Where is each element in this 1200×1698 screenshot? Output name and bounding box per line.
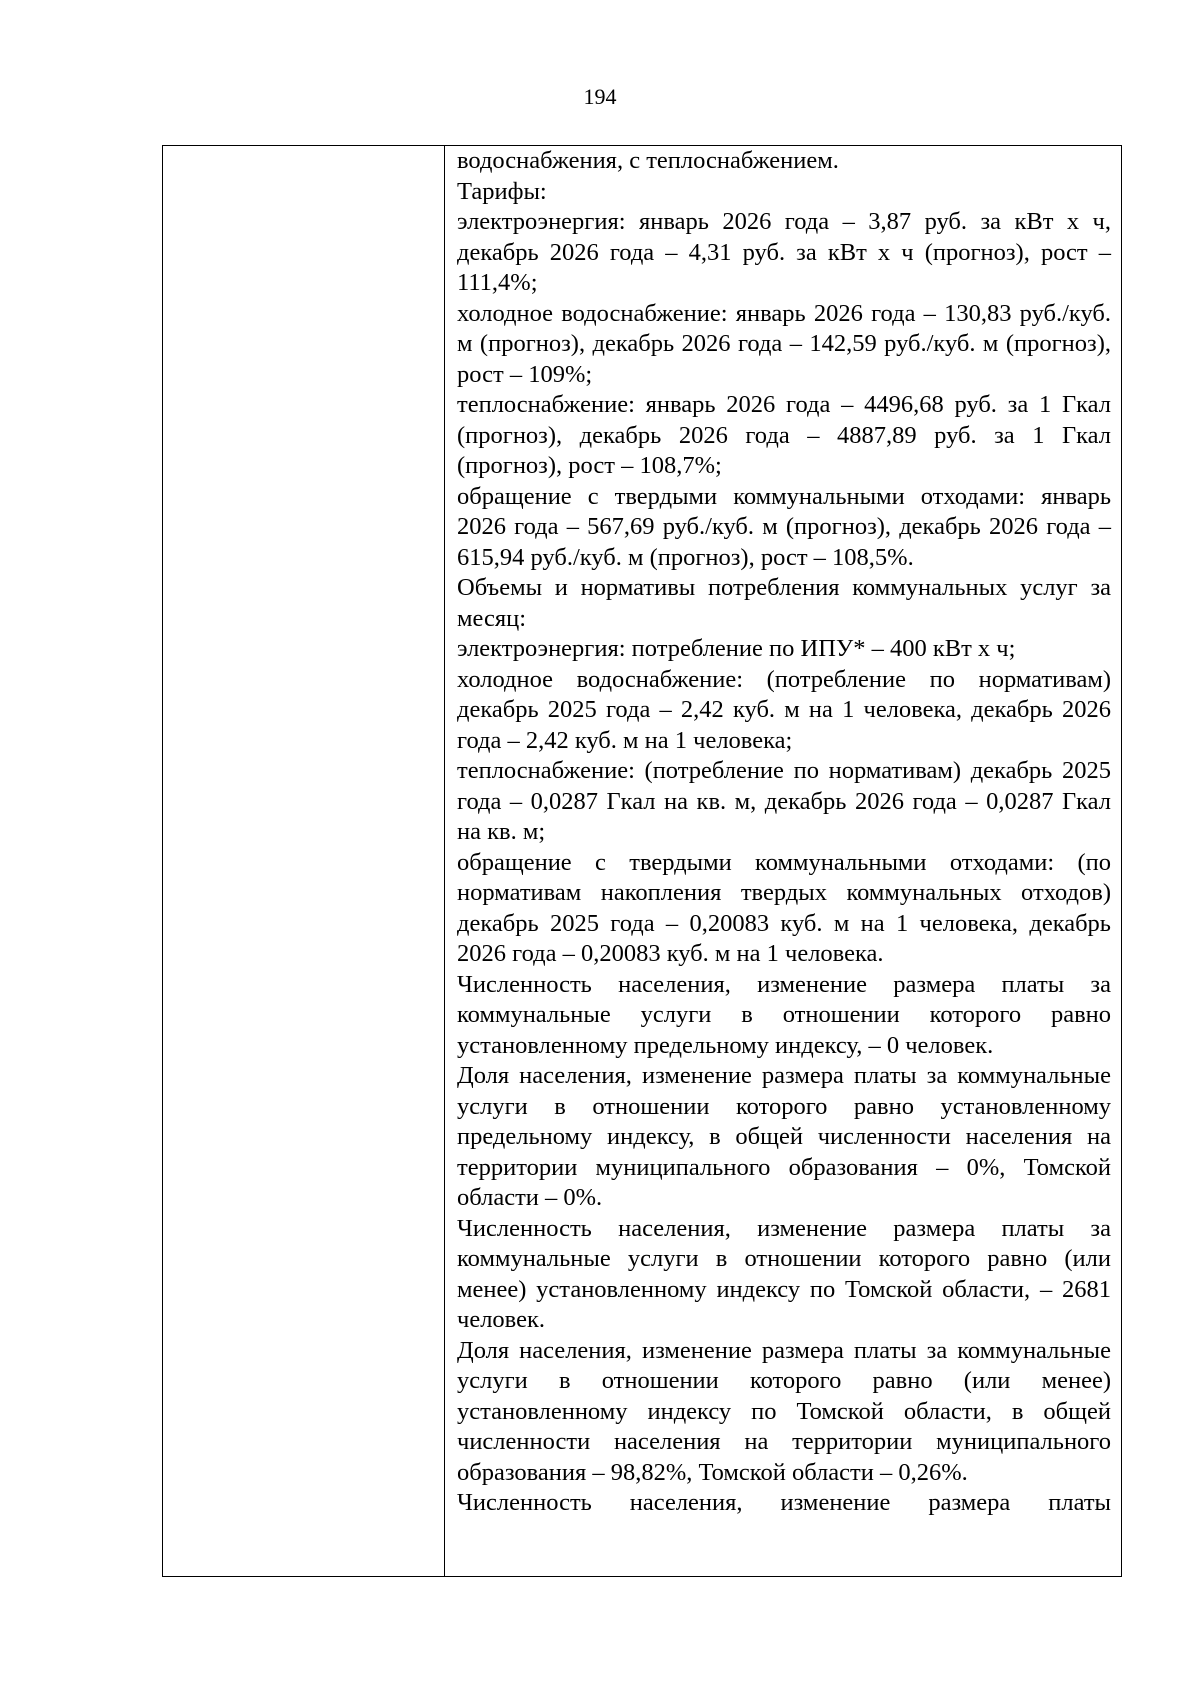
table-left-cell [163,146,445,1576]
paragraph-volume-heating: теплоснабжение: (потребление по нормативам) декабрь 2025 года – 0,0287 Гкал на кв. м, декабрь 2026 года – 0,0287 Гкал на кв. м; [457,757,1111,845]
paragraph-volumes-heading: Объемы и нормативы потребления коммунальных услуг за месяц: [457,574,1111,632]
paragraph-population-index-share: Доля населения, изменение размера платы за коммунальные услуги в отношении которого равно (или менее) установленному индексу по Томской области, в общей численности населения на территории муниципального образования – 98,82%, Томской области – 0,26%. [457,1336,1111,1486]
paragraph-tariff-electricity: электроэнергия: январь 2026 года – 3,87 руб. за кВт х ч, декабрь 2026 года – 4,31 руб. за кВт х ч (прогноз), рост – 111,4%; [457,208,1111,296]
paragraph-tariff-heating: теплоснабжение: январь 2026 года – 4496,68 руб. за 1 Гкал (прогноз), декабрь 2026 года – 4887,89 руб. за 1 Гкал (прогноз), рост – 108,7%; [457,391,1111,479]
paragraph-tariffs-heading: Тарифы: [457,177,547,205]
paragraph-continued: Численность населения, изменение размера платы [457,1489,1111,1516]
paragraph-volume-cold-water: холодное водоснабжение: (потребление по нормативам) декабрь 2025 года – 2,42 куб. м на 1 человека, декабрь 2026 года – 2,42 куб. м на 1 человека; [457,665,1111,754]
paragraph-volume-waste: обращение с твердыми коммунальными отходами: (по нормативам накопления твердых коммунальных отходов) декабрь 2025 года – 0,20083 куб. м на 1 человека, декабрь 2026 года – 0,20083 куб. м на 1 человека. [457,848,1111,967]
paragraph-intro: водоснабжения, с теплоснабжением. [457,147,839,174]
table-right-cell [445,146,1121,1576]
document-table [162,145,1122,1577]
paragraph-population-limit-count: Численность населения, изменение размера платы за коммунальные услуги в отношении которого равно установленному предельному индексу, – 0 человек. [457,970,1111,1059]
paragraph-tariff-cold-water: холодное водоснабжение: январь 2026 года – 130,83 руб./куб. м (прогноз), декабрь 2026 года – 142,59 руб./куб. м (прогноз), рост – 109%; [457,299,1111,388]
paragraph-population-limit-share: Доля населения, изменение размера платы за коммунальные услуги в отношении которого равно установленному предельному индексу, в общей численности населения на территории муниципального образования – 0%, Томской области – 0%. [457,1062,1111,1211]
paragraph-tariff-waste: обращение с твердыми коммунальными отходами: январь 2026 года – 567,69 руб./куб. м (прогноз), декабрь 2026 года – 615,94 руб./куб. м (прогноз), рост – 108,5%. [457,482,1111,571]
paragraph-population-index-count: Численность населения, изменение размера платы за коммунальные услуги в отношении которого равно (или менее) установленному индексу по Томской области, – 2681 человек. [457,1214,1111,1333]
paragraph-volume-electricity: электроэнергия: потребление по ИПУ* – 400 кВт х ч; [457,635,1016,662]
page-number: 194 [583,84,617,109]
